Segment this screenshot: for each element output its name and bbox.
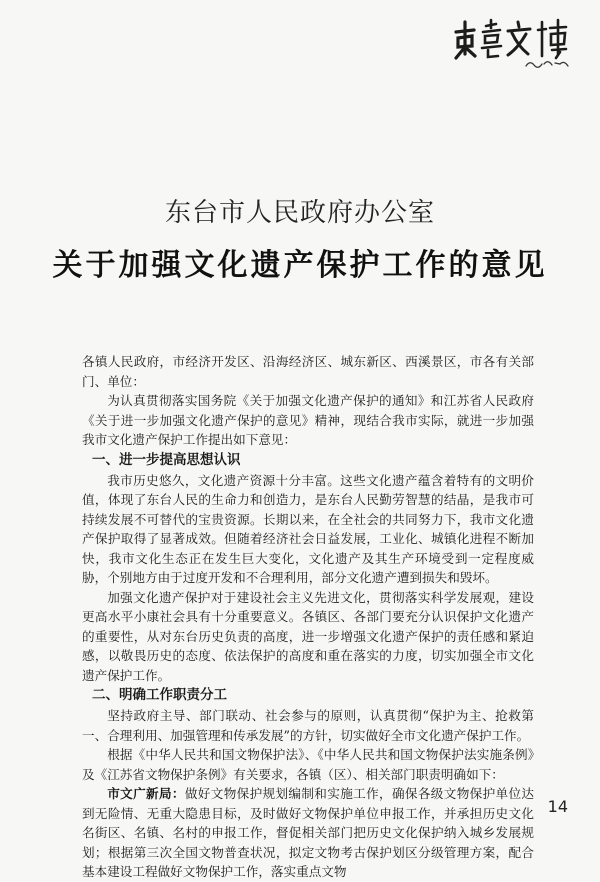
section1-paragraph-1: 我市历史悠久，文化遗产资源十分丰富。这些文化遗产蕴含着特有的文明价值，体现了东台人民的生命力和创造力，是东台人民勤劳智慧的结晶，是我市可持续发展不可替代的宝贵资源。长期以来，在全社会的共同努力下，我市文化遗产保护取得了显著成效。但随着经济社会日益发展，工业化、城镇化进程不断加快，我市文化生态正在发生巨大变化，文化遗产及其生产环境受到一定程度威胁，个别地方由于过度开发和不合理利用，部分文化遗产遭到损失和毁坏。 bbox=[82, 472, 534, 585]
section-heading-2: 二、明确工作职责分工 bbox=[92, 687, 227, 703]
addressee-line: 各镇人民政府，市经济开发区、沿海经济区、城东新区、西溪景区，市各有关部门、单位： bbox=[82, 354, 534, 389]
section1-paragraph-2: 加强文化遗产保护对于建设社会主义先进文化，贯彻落实科学发展观，建设更高水平小康社会具有十分重要意义。各镇区、各部门要充分认识保护文化遗产的重要性，从对东台历史负责的高度，进一步增强文化遗产保护的责任感和紧迫感，以敬畏历史的态度、依法保护的高度和重在落实的力度，切实加强全市文化遗产保护工作。 bbox=[82, 589, 534, 683]
issuing-authority: 东台市人民政府办公室 bbox=[164, 198, 435, 228]
department-label: 市文广新局： bbox=[107, 786, 185, 801]
page-number: 14 bbox=[547, 797, 568, 816]
journal-logo bbox=[452, 14, 572, 70]
section-heading-1: 一、进一步提高思想认识 bbox=[92, 451, 241, 468]
section2-paragraph-3 bbox=[82, 784, 534, 882]
calligraphy-logo-icon bbox=[452, 14, 572, 70]
section2-paragraph-2: 根据《中华人民共和国文物保护法》、《中华人民共和国文物保护法实施条例》及《江苏省文物保护条例》有关要求，各镇（区）、相关部门职责明确如下： bbox=[82, 747, 534, 782]
intro-paragraph: 为认真贯彻落实国务院《关于加强文化遗产保护的通知》和江苏省人民政府《关于进一步加强文化遗产保护的意见》精神，现结合我市实际，就进一步加强我市文化遗产保护工作提出如下意见： bbox=[82, 393, 534, 447]
document-body bbox=[82, 352, 534, 882]
document-title: 关于加强文化遗产保护工作的意见 bbox=[52, 248, 548, 283]
department-duties: 做好文物保护规划编制和实施工作，确保各级文物保护单位达到无险情、无重大隐患目标，及时做好文物保护单位申报工作，并承担历史文化名街区、名镇、名村的申报工作，督促相关部门把历史文化保护纳入城乡发展规划；根据第三次全国文物普查状况，拟定文物考古保护划区分级管理方案，配合基本建设工程做好文物保护工作，落实重点文物 bbox=[82, 786, 535, 879]
section2-paragraph-1: 坚持政府主导、部门联动、社会参与的原则，认真贯彻“保护为主、抢救第一、合理利用、加强管理和传承发展”的方针，切实做好全市文化遗产保护工作。 bbox=[82, 708, 534, 743]
